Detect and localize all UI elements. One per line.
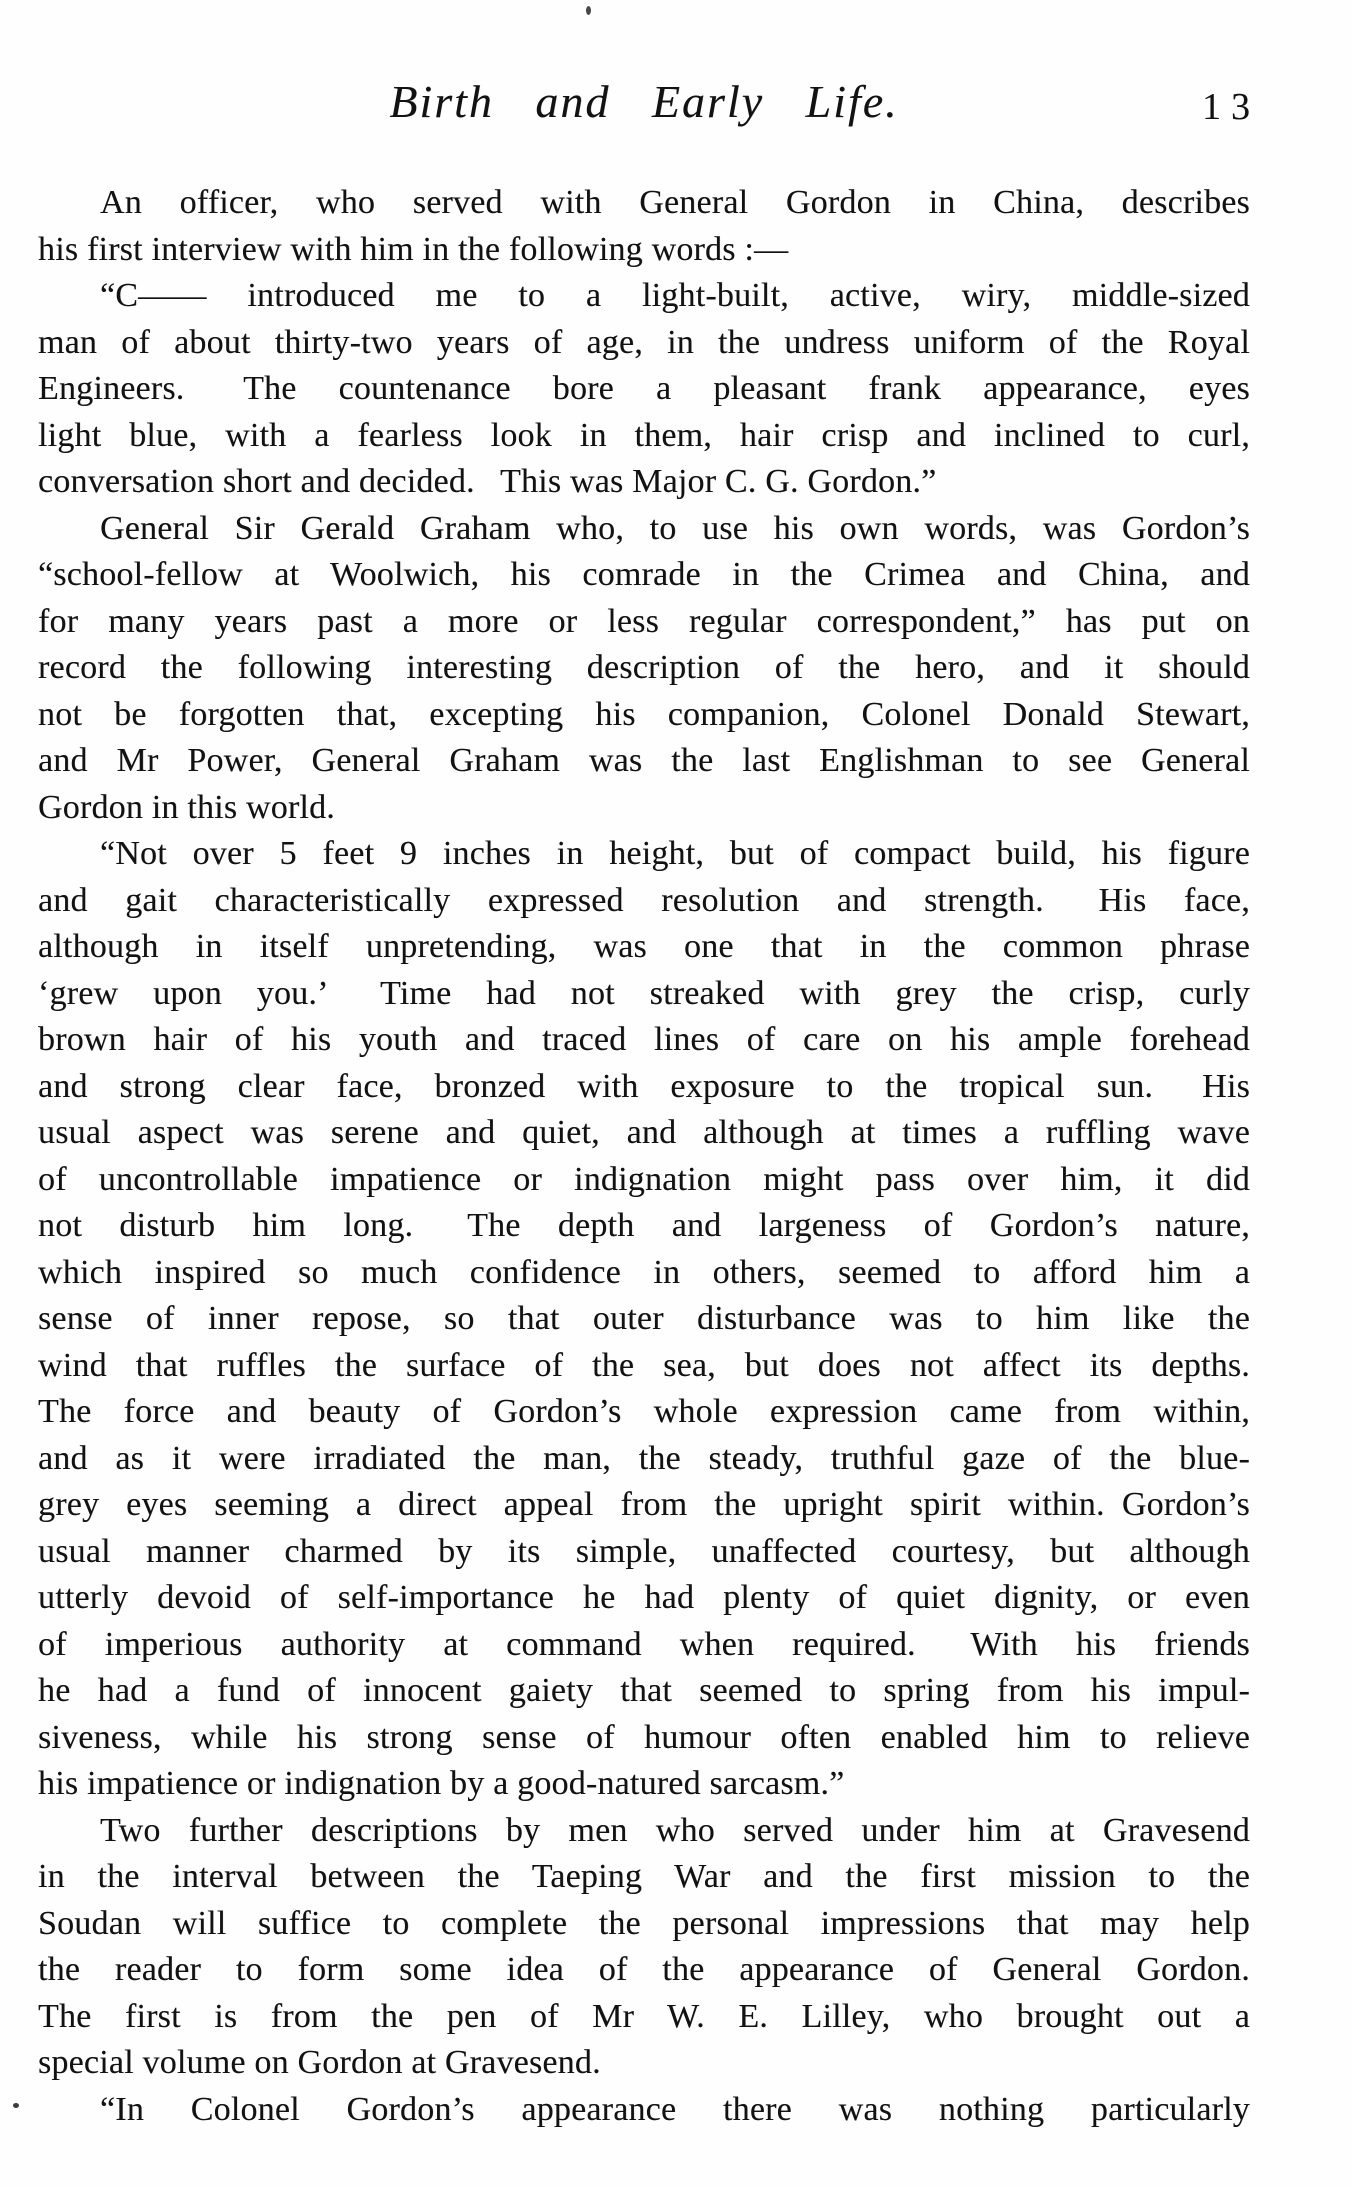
paragraph xyxy=(38,506,1250,832)
paragraph xyxy=(38,2087,1250,2134)
text-line: The force and beauty of Gordon’s whole expression came from within, xyxy=(38,1393,1250,1430)
text-line: although in itself unpretending, was one that in the common phrase xyxy=(38,928,1250,965)
text-line: and Mr Power, General Graham was the last Englishman to see General xyxy=(38,742,1250,779)
text-line: light blue, with a fearless look in them, hair crisp and inclined to curl, xyxy=(38,416,1250,454)
page-body xyxy=(38,180,1250,2133)
text-line: of uncontrollable impatience or indignation might pass over him, it did xyxy=(38,1160,1250,1198)
text-line: man of about thirty-two years of age, in the undress uniform of the Royal xyxy=(38,323,1250,361)
text-line: special volume on Gordon at Gravesend. xyxy=(38,2044,601,2081)
text-line: siveness, while his strong sense of humour often enabled him to relieve xyxy=(38,1718,1250,1756)
text-line: he had a fund of innocent gaiety that seemed to spring from his impul- xyxy=(38,1672,1250,1709)
text-line: sense of inner repose, so that outer disturbance was to him like the xyxy=(38,1300,1250,1337)
paragraph xyxy=(38,180,1250,273)
text-line: General Sir Gerald Graham who, to use his own words, was Gordon’s xyxy=(100,509,1250,547)
text-line: “Not over 5 feet 9 inches in height, but of compact build, his figure xyxy=(100,835,1250,872)
text-line: and strong clear face, bronzed with exposure to the tropical sun. His xyxy=(38,1067,1250,1105)
text-line: An officer, who served with General Gordon in China, describes xyxy=(100,184,1250,221)
text-line: not be forgotten that, excepting his companion, Colonel Donald Stewart, xyxy=(38,695,1250,733)
text-line: wind that ruffles the surface of the sea, but does not affect its depths. xyxy=(38,1346,1250,1384)
text-line: not disturb him long. The depth and largeness of Gordon’s nature, xyxy=(38,1207,1250,1244)
text-line: and as it were irradiated the man, the steady, truthful gaze of the blue- xyxy=(38,1439,1250,1477)
paragraph xyxy=(38,273,1250,506)
text-line: ‘grew upon you.’ Time had not streaked with grey the crisp, curly xyxy=(38,974,1250,1012)
text-line: usual aspect was serene and quiet, and although at times a ruffling wave xyxy=(38,1114,1250,1151)
text-line: “C—— introduced me to a light-built, active, wiry, middle-sized xyxy=(100,277,1250,314)
text-line: record the following interesting description of the hero, and it should xyxy=(38,649,1250,686)
text-line: brown hair of his youth and traced lines of care on his ample forehead xyxy=(38,1021,1250,1058)
scan-speck xyxy=(586,6,591,15)
page-header xyxy=(38,74,1260,134)
text-line: utterly devoid of self-importance he had plenty of quiet dignity, or even xyxy=(38,1579,1250,1616)
paragraph xyxy=(38,831,1250,1808)
text-line: for many years past a more or less regular correspondent,” has put on xyxy=(38,602,1250,640)
text-line: Gordon in this world. xyxy=(38,788,335,826)
text-line: “In Colonel Gordon’s appearance there was nothing particularly xyxy=(100,2090,1250,2128)
scan-speck xyxy=(13,2103,19,2108)
text-line: his impatience or indignation by a good-natured sarcasm.” xyxy=(38,1765,845,1802)
text-line: Engineers. The countenance bore a pleasant frank appearance, eyes xyxy=(38,370,1250,407)
running-title: Birth and Early Life. xyxy=(389,76,899,127)
text-line: Two further descriptions by men who served under him at Gravesend xyxy=(100,1811,1250,1849)
text-line: usual manner charmed by its simple, unaffected courtesy, but although xyxy=(38,1532,1250,1570)
text-line: which inspired so much confidence in others, seemed to afford him a xyxy=(38,1253,1250,1291)
text-line: conversation short and decided. This was Major C. G. Gordon.” xyxy=(38,463,937,500)
text-line: and gait characteristically expressed resolution and strength. His face, xyxy=(38,881,1250,919)
page-number: 13 xyxy=(1202,86,1260,128)
text-line: The first is from the pen of Mr W. E. Lilley, who brought out a xyxy=(38,1997,1250,2035)
text-line: Soudan will suffice to complete the personal impressions that may help xyxy=(38,1904,1250,1942)
paragraph xyxy=(38,1808,1250,2087)
text-line: “school-fellow at Woolwich, his comrade in the Crimea and China, and xyxy=(38,556,1250,593)
text-line: in the interval between the Taeping War and the first mission to the xyxy=(38,1858,1250,1895)
text-line: the reader to form some idea of the appearance of General Gordon. xyxy=(38,1951,1250,1988)
text-line: his first interview with him in the following words :— xyxy=(38,230,789,268)
text-line: grey eyes seeming a direct appeal from the upright spirit within. Gordon’s xyxy=(38,1486,1250,1523)
text-line: of imperious authority at command when required. With his friends xyxy=(38,1625,1250,1663)
